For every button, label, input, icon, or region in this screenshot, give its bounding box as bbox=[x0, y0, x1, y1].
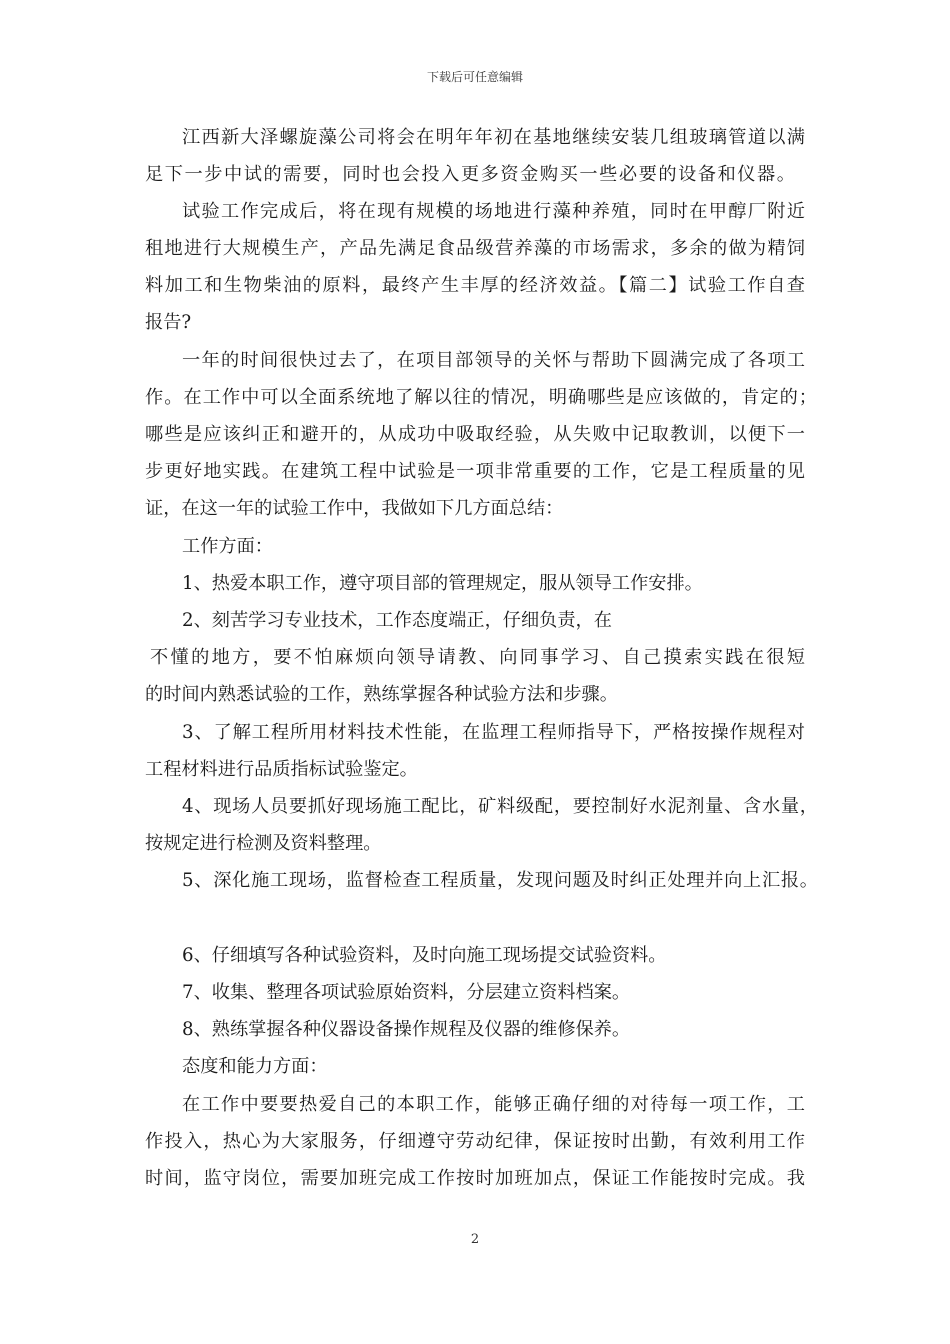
list-item: 6、仔细填写各种试验资料，及时向施工现场提交试验资料。 bbox=[182, 945, 667, 966]
list-item: 5、深化施工现场，监督检查工程质量，发现问题及时纠正处理并向上汇报。 bbox=[182, 870, 818, 891]
body-line: 足下一步中试的需要，同时也会投入更多资金购买一些必要的设备和仪器。 bbox=[145, 164, 795, 185]
list-item: 3、了解工程所用材料技术性能，在监理工程师指导下，严格按操作规程对 bbox=[182, 722, 805, 743]
body-line: 步更好地实践。在建筑工程中试验是一项非常重要的工作，它是工程质量的见 bbox=[145, 461, 805, 482]
body-line: 时间，监守岗位，需要加班完成工作按时加班加点，保证工作能按时完成。我 bbox=[145, 1168, 805, 1189]
list-item: 4、现场人员要抓好现场施工配比，矿料级配，要控制好水泥剂量、含水量， bbox=[182, 796, 818, 817]
list-item: 2、刻苦学习专业技术，工作态度端正，仔细负责，在 bbox=[182, 610, 612, 631]
body-line: 江西新大泽螺旋藻公司将会在明年年初在基地继续安装几组玻璃管道以满 bbox=[182, 127, 805, 148]
section-heading: 态度和能力方面： bbox=[182, 1056, 328, 1077]
section-heading: 工作方面： bbox=[182, 536, 273, 557]
body-line: 试验工作完成后，将在现有规模的场地进行藻种养殖，同时在甲醇厂附近 bbox=[182, 201, 805, 222]
list-item: 7、收集、整理各项试验原始资料，分层建立资料档案。 bbox=[182, 982, 631, 1003]
body-line: 工程材料进行品质指标试验鉴定。 bbox=[145, 759, 418, 780]
body-line: 按规定进行检测及资料整理。 bbox=[145, 833, 382, 854]
body-line: 不懂的地方，要不怕麻烦向领导请教、向同事学习、自己摸索实践在很短 bbox=[150, 647, 805, 668]
body-line: 的时间内熟悉试验的工作，熟练掌握各种试验方法和步骤。 bbox=[145, 684, 618, 705]
body-line: 哪些是应该纠正和避开的，从成功中吸取经验，从失败中记取教训，以便下一 bbox=[145, 424, 805, 445]
body-line: 料加工和生物柴油的原料，最终产生丰厚的经济效益。【篇二】试验工作自查 bbox=[145, 275, 805, 296]
page-number: 2 bbox=[470, 1232, 480, 1247]
page-header: 下载后可任意编辑 bbox=[426, 70, 523, 84]
body-line: 报告? bbox=[145, 312, 192, 333]
body-line: 证，在这一年的试验工作中，我做如下几方面总结： bbox=[145, 498, 564, 519]
list-item: 1、热爱本职工作，遵守项目部的管理规定，服从领导工作安排。 bbox=[182, 573, 703, 594]
list-item: 8、熟练掌握各种仪器设备操作规程及仪器的维修保养。 bbox=[182, 1019, 631, 1040]
body-line: 租地进行大规模生产，产品先满足食品级营养藻的市场需求，多余的做为精饲 bbox=[145, 238, 805, 259]
body-line: 作。在工作中可以全面系统地了解以往的情况，明确哪些是应该做的，肯定的； bbox=[145, 387, 817, 408]
body-line: 一年的时间很快过去了，在项目部领导的关怀与帮助下圆满完成了各项工 bbox=[182, 350, 805, 371]
body-line: 作投入，热心为大家服务，仔细遵守劳动纪律，保证按时出勤，有效利用工作 bbox=[145, 1131, 805, 1152]
body-line: 在工作中要要热爱自己的本职工作，能够正确仔细的对待每一项工作，工 bbox=[182, 1094, 805, 1115]
